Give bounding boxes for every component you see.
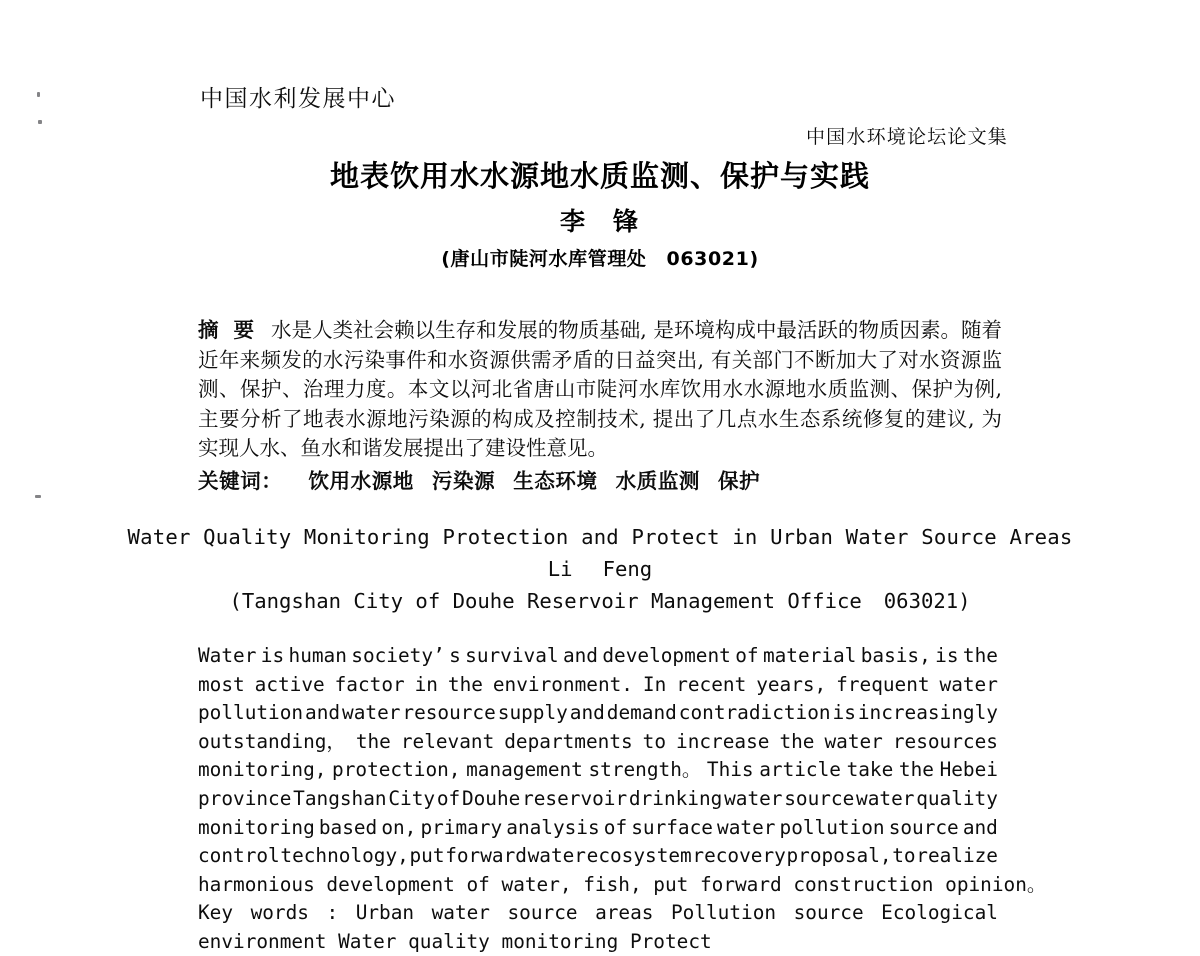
- abstract-word-en: source: [784, 786, 855, 810]
- scan-speckle-artifact: [38, 120, 42, 124]
- abstract-word-en: and: [305, 701, 341, 725]
- abstract-label-cn: 摘 要: [198, 318, 256, 342]
- abstract-word-en: analysis: [506, 815, 600, 839]
- abstract-en: [198, 642, 1047, 899]
- abstract-word-en: Hebei: [939, 758, 998, 782]
- abstract-word-en: resources: [892, 729, 998, 753]
- affiliation-zip-en: 063021): [883, 589, 971, 613]
- abstract-word-en: survival: [465, 644, 559, 667]
- abstract-word-en: based: [318, 815, 378, 839]
- abstract-word-en: article: [759, 758, 841, 782]
- keyword-cn: 污染源: [431, 469, 496, 493]
- abstract-word-en: pollution: [779, 815, 885, 839]
- keyword-word-en: source: [793, 901, 864, 924]
- abstract-word-en: drinking: [628, 786, 723, 810]
- page-title: 地表饮用水水源地水质监测、保护与实践: [329, 159, 870, 193]
- abstract-word-en: of: [436, 786, 461, 810]
- abstract-word-en: ecosystem: [586, 844, 692, 868]
- abstract-word-en: increasingly: [857, 701, 998, 725]
- abstract-word-en: reservoir: [522, 786, 628, 810]
- abstract-word-en: relevant: [400, 729, 495, 753]
- abstract-word-en: water: [724, 786, 783, 810]
- abstract-word-en: This: [706, 758, 754, 782]
- keywords-cn: [198, 464, 1002, 494]
- abstract-word-en: water: [856, 786, 915, 810]
- affiliation-name-cn: (唐山市陡河水库管理处: [441, 248, 647, 271]
- keywords-en: [198, 899, 998, 956]
- abstract-line-en: [198, 842, 998, 871]
- abstract-word-en: and: [562, 644, 598, 667]
- abstract-word-en: s: [449, 644, 461, 667]
- abstract-word-en: of: [603, 815, 628, 839]
- keyword-word-en: Key: [198, 901, 234, 924]
- abstract-word-en: departments: [504, 729, 633, 753]
- abstract-word-en: active: [254, 672, 325, 696]
- abstract-word-en: the: [447, 672, 483, 696]
- abstract-word-en: increase: [676, 729, 770, 753]
- abstract-word-en: forward: [445, 844, 527, 868]
- abstract-word-en: proposal,: [786, 844, 892, 868]
- abstract-word-en: basis,: [860, 644, 931, 667]
- author-last-name-en: Feng: [602, 557, 653, 581]
- author-name-en: [0, 557, 1200, 581]
- abstract-word-en: water: [527, 844, 586, 868]
- abstract-word-en: and: [962, 815, 998, 839]
- affiliation-en: [0, 589, 1200, 613]
- keywords-line-en: environment Water quality monitoring Protect: [198, 929, 712, 953]
- keyword-cn: 水质监测: [615, 469, 701, 493]
- abstract-word-en: City: [388, 786, 436, 810]
- keyword-word-en: source: [507, 901, 578, 924]
- abstract-word-en: surface: [631, 815, 713, 839]
- abstract-word-en: water: [939, 672, 998, 696]
- abstract-word-en: contradiction: [678, 701, 831, 725]
- keyword-word-en: areas: [595, 901, 654, 924]
- abstract-word-en: is: [260, 644, 285, 667]
- abstract-word-en: society’: [351, 644, 445, 667]
- abstract-line-en: harmonious development of water, fish, put forward construction opinion。: [198, 872, 1047, 896]
- abstract-word-en: pollution: [198, 701, 304, 725]
- author-given-name-cn: 锋: [613, 207, 641, 237]
- abstract-word-en: quality: [916, 786, 998, 810]
- abstract-word-en: years,: [756, 672, 827, 696]
- publisher-header: 中国水利发展中心: [200, 86, 396, 112]
- abstract-word-en: demand: [606, 701, 677, 725]
- abstract-line-en: [198, 814, 998, 843]
- abstract-word-en: supply: [497, 701, 568, 725]
- keywords-label-cn: 关键词：: [198, 469, 283, 493]
- abstract-word-en: recent: [676, 672, 747, 696]
- abstract-word-en: to: [892, 844, 916, 868]
- scan-speckle-artifact: [35, 495, 41, 498]
- abstract-line-en: [198, 785, 998, 814]
- abstract-word-en: management: [466, 758, 583, 782]
- keywords-line-en: [198, 899, 998, 928]
- keyword-word-en: Ecological: [881, 901, 998, 924]
- abstract-word-en: control: [198, 844, 280, 868]
- keyword-word-en: Pollution: [670, 901, 777, 924]
- abstract-word-en: Tangshan: [293, 786, 387, 810]
- abstract-line-en: [198, 756, 998, 785]
- abstract-body-cn: 水是人类社会赖以生存和发展的物质基础, 是环境构成中最活跃的物质因素。随着近年来频发的水污染事件和水资源供需矛盾的日益突出, 有关部门不断加大了对水资源监测、保护、治理力度。本文以河北省唐山市陡河水库饮用水水源地水质监测、保护为例, 主要分析了地表水源地污染源的构成及控制技术, 提出了几点水生态系统修复的建议, 为实现人水、鱼水和谐发展提出了建设性意见。: [198, 318, 1003, 461]
- abstract-word-en: Douhe: [461, 786, 521, 810]
- abstract-word-en: the: [779, 729, 815, 753]
- proceedings-header: 中国水环境论坛论文集: [805, 126, 1008, 148]
- abstract-word-en: resource: [402, 701, 496, 725]
- abstract-word-en: environment.: [492, 672, 633, 696]
- abstract-word-en: factor: [334, 672, 405, 696]
- keyword-word-en: water: [431, 901, 490, 924]
- abstract-word-en: outstanding，: [198, 729, 346, 753]
- abstract-word-en: protection,: [332, 758, 461, 782]
- affiliation-cn: [0, 244, 1200, 271]
- abstract-cn: [198, 316, 1002, 464]
- abstract-word-en: put: [409, 844, 445, 868]
- abstract-line-en: [198, 642, 998, 671]
- title-block: [0, 158, 1200, 271]
- abstract-word-en: water: [717, 815, 776, 839]
- abstract-line-en: [198, 699, 998, 728]
- abstract-word-en: water: [824, 729, 883, 753]
- keyword-cn: 生态环境: [513, 469, 598, 493]
- abstract-word-en: monitoring,: [198, 758, 327, 782]
- abstract-word-en: strength。: [588, 758, 702, 782]
- abstract-word-en: most: [198, 672, 245, 696]
- author-name-cn: [0, 202, 1200, 238]
- abstract-line-en: [198, 671, 998, 700]
- abstract-word-en: human: [288, 644, 347, 667]
- scan-speckle-artifact: [37, 92, 40, 97]
- abstract-word-en: primary: [420, 815, 503, 839]
- abstract-word-en: water: [342, 701, 401, 725]
- keyword-cn: 饮用水源地: [308, 469, 414, 493]
- abstract-word-en: recovery: [692, 844, 786, 868]
- abstract-word-en: the: [962, 644, 998, 667]
- keyword-word-en: Urban: [355, 901, 415, 924]
- abstract-word-en: material: [762, 644, 857, 667]
- abstract-word-en: development: [602, 644, 731, 667]
- abstract-word-en: on,: [381, 815, 417, 839]
- abstract-word-en: province: [198, 786, 292, 810]
- abstract-word-en: and: [569, 701, 605, 725]
- abstract-word-en: In: [642, 672, 667, 696]
- abstract-word-en: is: [832, 701, 856, 725]
- abstract-word-en: frequent: [836, 672, 930, 696]
- abstract-word-en: Water: [198, 644, 257, 667]
- keyword-cn: 保护: [718, 469, 761, 493]
- abstract-word-en: to: [642, 729, 667, 753]
- abstract-word-en: monitoring: [198, 815, 315, 839]
- author-surname-cn: 李: [559, 207, 587, 237]
- abstract-word-en: realize: [916, 844, 998, 868]
- abstract-word-en: in: [414, 672, 438, 696]
- abstract-word-en: is: [935, 644, 959, 667]
- page-title-en: Water Quality Monitoring Protection and Protect in Urban Water Source Areas: [127, 525, 1073, 549]
- abstract-word-en: technology,: [280, 844, 409, 868]
- abstract-line-en: [198, 728, 998, 757]
- author-first-name-en: Li: [547, 557, 573, 581]
- abstract-word-en: of: [735, 644, 759, 667]
- english-title-block: [0, 525, 1200, 613]
- abstract-word-en: the: [898, 758, 934, 782]
- affiliation-zip-cn: 063021): [666, 248, 759, 271]
- affiliation-name-en: (Tangshan City of Douhe Reservoir Management Office: [229, 589, 862, 613]
- abstract-word-en: take: [846, 758, 894, 782]
- abstract-word-en: source: [888, 815, 959, 839]
- keyword-word-en: :: [326, 901, 339, 924]
- keyword-word-en: words: [250, 901, 309, 924]
- abstract-word-en: the: [355, 729, 391, 753]
